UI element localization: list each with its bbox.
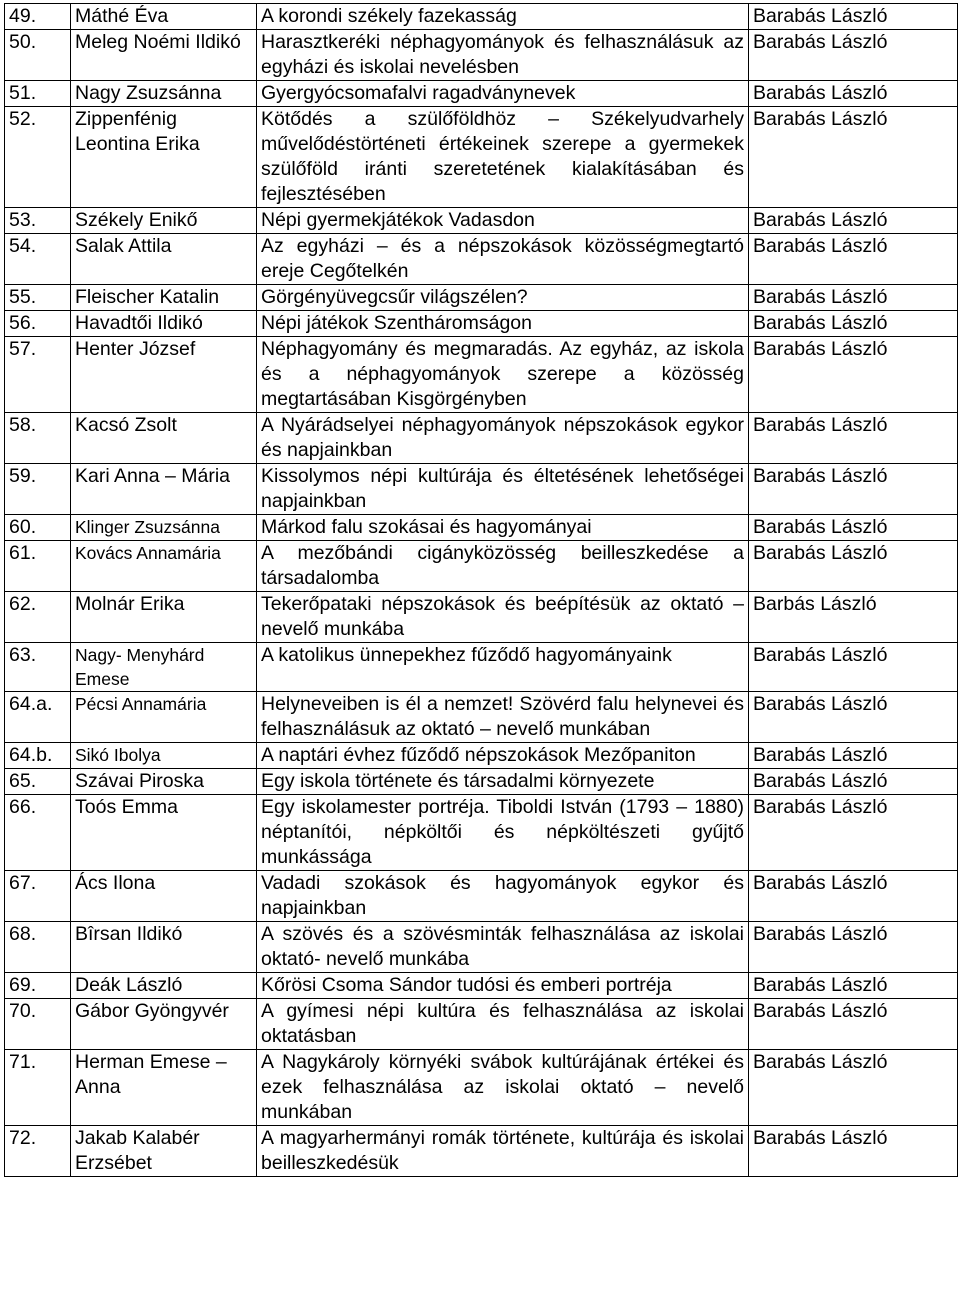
author-name: Bîrsan Ildikó	[71, 922, 257, 973]
thesis-title: Gyergyócsomafalvi ragadványnevek	[257, 81, 749, 107]
thesis-title: Tekerőpataki népszokások és beépítésük az oktató – nevelő munkába	[257, 592, 749, 643]
advisor-name: Barabás László	[749, 871, 958, 922]
advisor-name: Barabás László	[749, 922, 958, 973]
thesis-table-body	[5, 4, 958, 1177]
row-number: 61.	[5, 541, 71, 592]
row-number: 63.	[5, 643, 71, 692]
thesis-title: Helyneveiben is él a nemzet! Szövérd falu helynevei és felhasználásuk az oktató – nevelő munkában	[257, 692, 749, 743]
thesis-title: A gyímesi népi kultúra és felhasználása az iskolai oktatásban	[257, 999, 749, 1050]
advisor-name: Barabás László	[749, 1126, 958, 1177]
table-row	[5, 999, 958, 1050]
author-name: Kovács Annamária	[71, 541, 257, 592]
thesis-title: A mezőbándi cigányközösség beilleszkedése a társadalomba	[257, 541, 749, 592]
thesis-title: Vadadi szokások és hagyományok egykor és napjainkban	[257, 871, 749, 922]
thesis-title: Egy iskolamester portréja. Tiboldi István (1793 – 1880) néptanítói, népköltői és népköltészeti gyűjtő munkássága	[257, 795, 749, 871]
table-row	[5, 592, 958, 643]
table-row	[5, 4, 958, 30]
thesis-title: Harasztkeréki néphagyományok és felhasználásuk az egyházi és iskolai nevelésben	[257, 30, 749, 81]
table-row	[5, 769, 958, 795]
row-number: 62.	[5, 592, 71, 643]
row-number: 70.	[5, 999, 71, 1050]
row-number: 65.	[5, 769, 71, 795]
advisor-name: Barabás László	[749, 337, 958, 413]
author-name: Pécsi Annamária	[71, 692, 257, 743]
advisor-name: Barabás László	[749, 973, 958, 999]
advisor-name: Barabás László	[749, 30, 958, 81]
row-number: 54.	[5, 234, 71, 285]
table-row	[5, 1050, 958, 1126]
author-name: Salak Attila	[71, 234, 257, 285]
row-number: 55.	[5, 285, 71, 311]
row-number: 50.	[5, 30, 71, 81]
table-row	[5, 311, 958, 337]
advisor-name: Barabás László	[749, 692, 958, 743]
table-row	[5, 285, 958, 311]
table-row	[5, 337, 958, 413]
row-number: 57.	[5, 337, 71, 413]
author-name: Nagy Zsuzsánna	[71, 81, 257, 107]
table-row	[5, 922, 958, 973]
author-name: Kari Anna – Mária	[71, 464, 257, 515]
author-name: Molnár Erika	[71, 592, 257, 643]
author-name: Kacsó Zsolt	[71, 413, 257, 464]
thesis-title: Népi gyermekjátékok Vadasdon	[257, 208, 749, 234]
row-number: 58.	[5, 413, 71, 464]
advisor-name: Barabás László	[749, 1050, 958, 1126]
thesis-title: A korondi székely fazekasság	[257, 4, 749, 30]
thesis-title: A Nagykároly környéki svábok kultúrájának értékei és ezek felhasználása az iskolai oktató – nevelő munkában	[257, 1050, 749, 1126]
author-name: Herman Emese – Anna	[71, 1050, 257, 1126]
table-row	[5, 541, 958, 592]
table-row	[5, 413, 958, 464]
thesis-title: Kissolymos népi kultúrája és éltetésének lehetőségei napjainkban	[257, 464, 749, 515]
advisor-name: Barabás László	[749, 311, 958, 337]
row-number: 69.	[5, 973, 71, 999]
table-row	[5, 107, 958, 208]
row-number: 64.b.	[5, 743, 71, 769]
thesis-title: Kőrösi Csoma Sándor tudósi és emberi portréja	[257, 973, 749, 999]
row-number: 64.a.	[5, 692, 71, 743]
table-row	[5, 692, 958, 743]
author-name: Gábor Gyöngyvér	[71, 999, 257, 1050]
row-number: 71.	[5, 1050, 71, 1126]
thesis-title: Néphagyomány és megmaradás. Az egyház, az iskola és a néphagyományok szerepe a közösség megtartásában Kisgörgényben	[257, 337, 749, 413]
thesis-title: Kötődés a szülőföldhöz – Székelyudvarhely művelődéstörténeti értékeinek szerepe a gyermekek szülőföld iránti szeretetének kialakításában és fejlesztésében	[257, 107, 749, 208]
author-name: Máthé Éva	[71, 4, 257, 30]
advisor-name: Barabás László	[749, 769, 958, 795]
author-name: Nagy- Menyhárd Emese	[71, 643, 257, 692]
advisor-name: Barbás László	[749, 592, 958, 643]
advisor-name: Barabás László	[749, 743, 958, 769]
table-row	[5, 973, 958, 999]
row-number: 60.	[5, 515, 71, 541]
table-row	[5, 643, 958, 692]
advisor-name: Barabás László	[749, 795, 958, 871]
row-number: 67.	[5, 871, 71, 922]
author-name: Sikó Ibolya	[71, 743, 257, 769]
thesis-title: Az egyházi – és a népszokások közösségmegtartó ereje Cegőtelkén	[257, 234, 749, 285]
thesis-title: Egy iskola története és társadalmi környezete	[257, 769, 749, 795]
row-number: 49.	[5, 4, 71, 30]
advisor-name: Barabás László	[749, 4, 958, 30]
advisor-name: Barabás László	[749, 999, 958, 1050]
advisor-name: Barabás László	[749, 234, 958, 285]
thesis-title: A magyarhermányi romák története, kultúrája és iskolai beilleszkedésük	[257, 1126, 749, 1177]
thesis-title: A Nyárádselyei néphagyományok népszokások egykor és napjainkban	[257, 413, 749, 464]
row-number: 56.	[5, 311, 71, 337]
thesis-table	[4, 3, 958, 1177]
advisor-name: Barabás László	[749, 541, 958, 592]
advisor-name: Barabás László	[749, 107, 958, 208]
advisor-name: Barabás László	[749, 643, 958, 692]
author-name: Szávai Piroska	[71, 769, 257, 795]
advisor-name: Barabás László	[749, 515, 958, 541]
thesis-title: Márkod falu szokásai és hagyományai	[257, 515, 749, 541]
row-number: 68.	[5, 922, 71, 973]
thesis-title: Görgényüvegcsűr világszélen?	[257, 285, 749, 311]
advisor-name: Barabás László	[749, 464, 958, 515]
author-name: Henter József	[71, 337, 257, 413]
author-name: Jakab Kalabér Erzsébet	[71, 1126, 257, 1177]
thesis-title: A szövés és a szövésminták felhasználása az iskolai oktató- nevelő munkába	[257, 922, 749, 973]
table-row	[5, 464, 958, 515]
row-number: 59.	[5, 464, 71, 515]
author-name: Deák László	[71, 973, 257, 999]
advisor-name: Barabás László	[749, 413, 958, 464]
author-name: Székely Enikő	[71, 208, 257, 234]
author-name: Zippenfénig Leontina Erika	[71, 107, 257, 208]
thesis-title: A katolikus ünnepekhez fűződő hagyományaink	[257, 643, 749, 692]
row-number: 53.	[5, 208, 71, 234]
thesis-title: Népi játékok Szentháromságon	[257, 311, 749, 337]
table-row	[5, 208, 958, 234]
row-number: 51.	[5, 81, 71, 107]
row-number: 72.	[5, 1126, 71, 1177]
table-row	[5, 795, 958, 871]
advisor-name: Barabás László	[749, 208, 958, 234]
table-row	[5, 1126, 958, 1177]
author-name: Klinger Zsuzsánna	[71, 515, 257, 541]
table-row	[5, 871, 958, 922]
author-name: Fleischer Katalin	[71, 285, 257, 311]
advisor-name: Barabás László	[749, 81, 958, 107]
thesis-title: A naptári évhez fűződő népszokások Mezőpaniton	[257, 743, 749, 769]
author-name: Meleg Noémi Ildikó	[71, 30, 257, 81]
table-row	[5, 81, 958, 107]
table-row	[5, 234, 958, 285]
author-name: Ács Ilona	[71, 871, 257, 922]
table-row	[5, 743, 958, 769]
table-row	[5, 515, 958, 541]
advisor-name: Barabás László	[749, 285, 958, 311]
row-number: 52.	[5, 107, 71, 208]
row-number: 66.	[5, 795, 71, 871]
table-row	[5, 30, 958, 81]
author-name: Toós Emma	[71, 795, 257, 871]
author-name: Havadtői Ildikó	[71, 311, 257, 337]
